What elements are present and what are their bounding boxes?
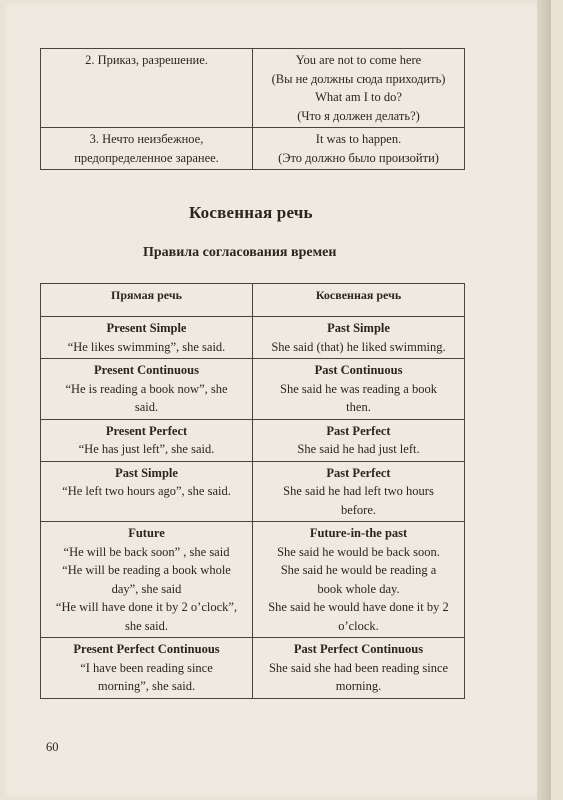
cell-text: (Вы не должны сюда приходить) <box>271 71 446 86</box>
tense-name: Present Perfect Continuous <box>73 642 220 656</box>
tense-name: Past Simple <box>115 465 178 480</box>
example-text: before. <box>340 502 377 517</box>
example-text: She said he had just left. <box>297 442 420 456</box>
example-text: “He will have done it by 2 o’clock”, <box>55 600 238 614</box>
table-cell <box>41 128 253 170</box>
tense-name: Future <box>128 526 165 540</box>
example-text: “He will be back soon” , she said <box>63 544 230 559</box>
cell-text: What am I to do? <box>315 90 402 104</box>
example-text: then. <box>346 400 371 414</box>
table-cell <box>253 461 465 522</box>
cell-text: 2. Приказ, разрешение. <box>85 53 208 67</box>
cell-text: (Это должно было произойти) <box>278 150 439 165</box>
table-cell <box>253 419 465 461</box>
table-cell <box>41 359 253 420</box>
tense-name: Past Perfect Continuous <box>293 642 424 656</box>
example-text: “He will be reading a book whole <box>62 563 231 577</box>
table-row <box>41 522 465 638</box>
table-cell <box>253 317 465 359</box>
modal-verb-table <box>40 48 465 170</box>
column-header-indirect: Косвенная речь <box>253 284 465 317</box>
cell-text: 3. Нечто неизбежное, <box>89 132 204 146</box>
table-cell <box>41 317 253 359</box>
example-text: “He left two hours ago”, she said. <box>62 484 231 498</box>
tense-name: Future-in-the past <box>309 526 408 540</box>
example-text: day”, she said <box>111 581 182 596</box>
example-text: said. <box>134 400 159 414</box>
example-text: she said. <box>124 618 169 633</box>
page-edge <box>537 0 551 800</box>
table-cell <box>41 419 253 461</box>
table-cell <box>253 49 465 128</box>
table-cell <box>253 359 465 420</box>
column-header-direct: Прямая речь <box>41 284 253 317</box>
table-cell <box>41 522 253 638</box>
section-title: Косвенная речь <box>189 203 313 222</box>
tense-name: Past Perfect <box>326 423 391 438</box>
tense-name: Present Continuous <box>94 363 199 377</box>
table-row <box>41 49 465 128</box>
table-header-row <box>41 284 465 317</box>
tense-name: Past Perfect <box>326 465 391 480</box>
table-row <box>41 419 465 461</box>
tense-name: Present Perfect <box>105 423 188 438</box>
tense-name: Past Continuous <box>314 363 403 377</box>
example-text: She said he was reading a book <box>280 381 437 396</box>
tense-agreement-table <box>40 283 465 699</box>
table-cell <box>41 49 253 128</box>
tense-name: Past Simple <box>327 321 390 335</box>
page-number: 60 <box>46 740 59 754</box>
example-text: o’clock. <box>338 618 379 633</box>
table-cell <box>253 128 465 170</box>
example-text: “He has just left”, she said. <box>78 442 215 456</box>
table-row <box>41 317 465 359</box>
example-text: “He likes swimming”, she said. <box>67 339 226 354</box>
example-text: morning”, she said. <box>97 679 196 693</box>
example-text: She said he had left two hours <box>283 484 434 498</box>
table-cell <box>41 638 253 699</box>
cell-text: (Что я должен делать?) <box>297 108 420 123</box>
example-text: She said she had been reading since <box>268 660 449 675</box>
example-text: She said he would be back soon. <box>277 544 440 559</box>
table-row <box>41 359 465 420</box>
table-row <box>41 461 465 522</box>
example-text: She said (that) he liked swimming. <box>271 339 446 354</box>
cell-text: You are not to come here <box>295 53 422 67</box>
table-row <box>41 638 465 699</box>
example-text: book whole day. <box>317 581 400 596</box>
example-text: “He is reading a book now”, she <box>65 381 228 396</box>
example-text: She said he would be reading a <box>280 563 437 577</box>
example-text: She said he would have done it by 2 <box>268 600 449 614</box>
table-cell <box>253 638 465 699</box>
cell-text: It was to happen. <box>315 132 402 146</box>
table-cell <box>253 522 465 638</box>
table-cell <box>41 461 253 522</box>
section-subtitle: Правила согласования времен <box>143 245 337 260</box>
table-row <box>41 128 465 170</box>
example-text: “I have been reading since <box>80 660 213 675</box>
example-text: morning. <box>335 679 382 693</box>
cell-text: предопределенное заранее. <box>74 150 219 165</box>
tense-name: Present Simple <box>106 321 187 335</box>
